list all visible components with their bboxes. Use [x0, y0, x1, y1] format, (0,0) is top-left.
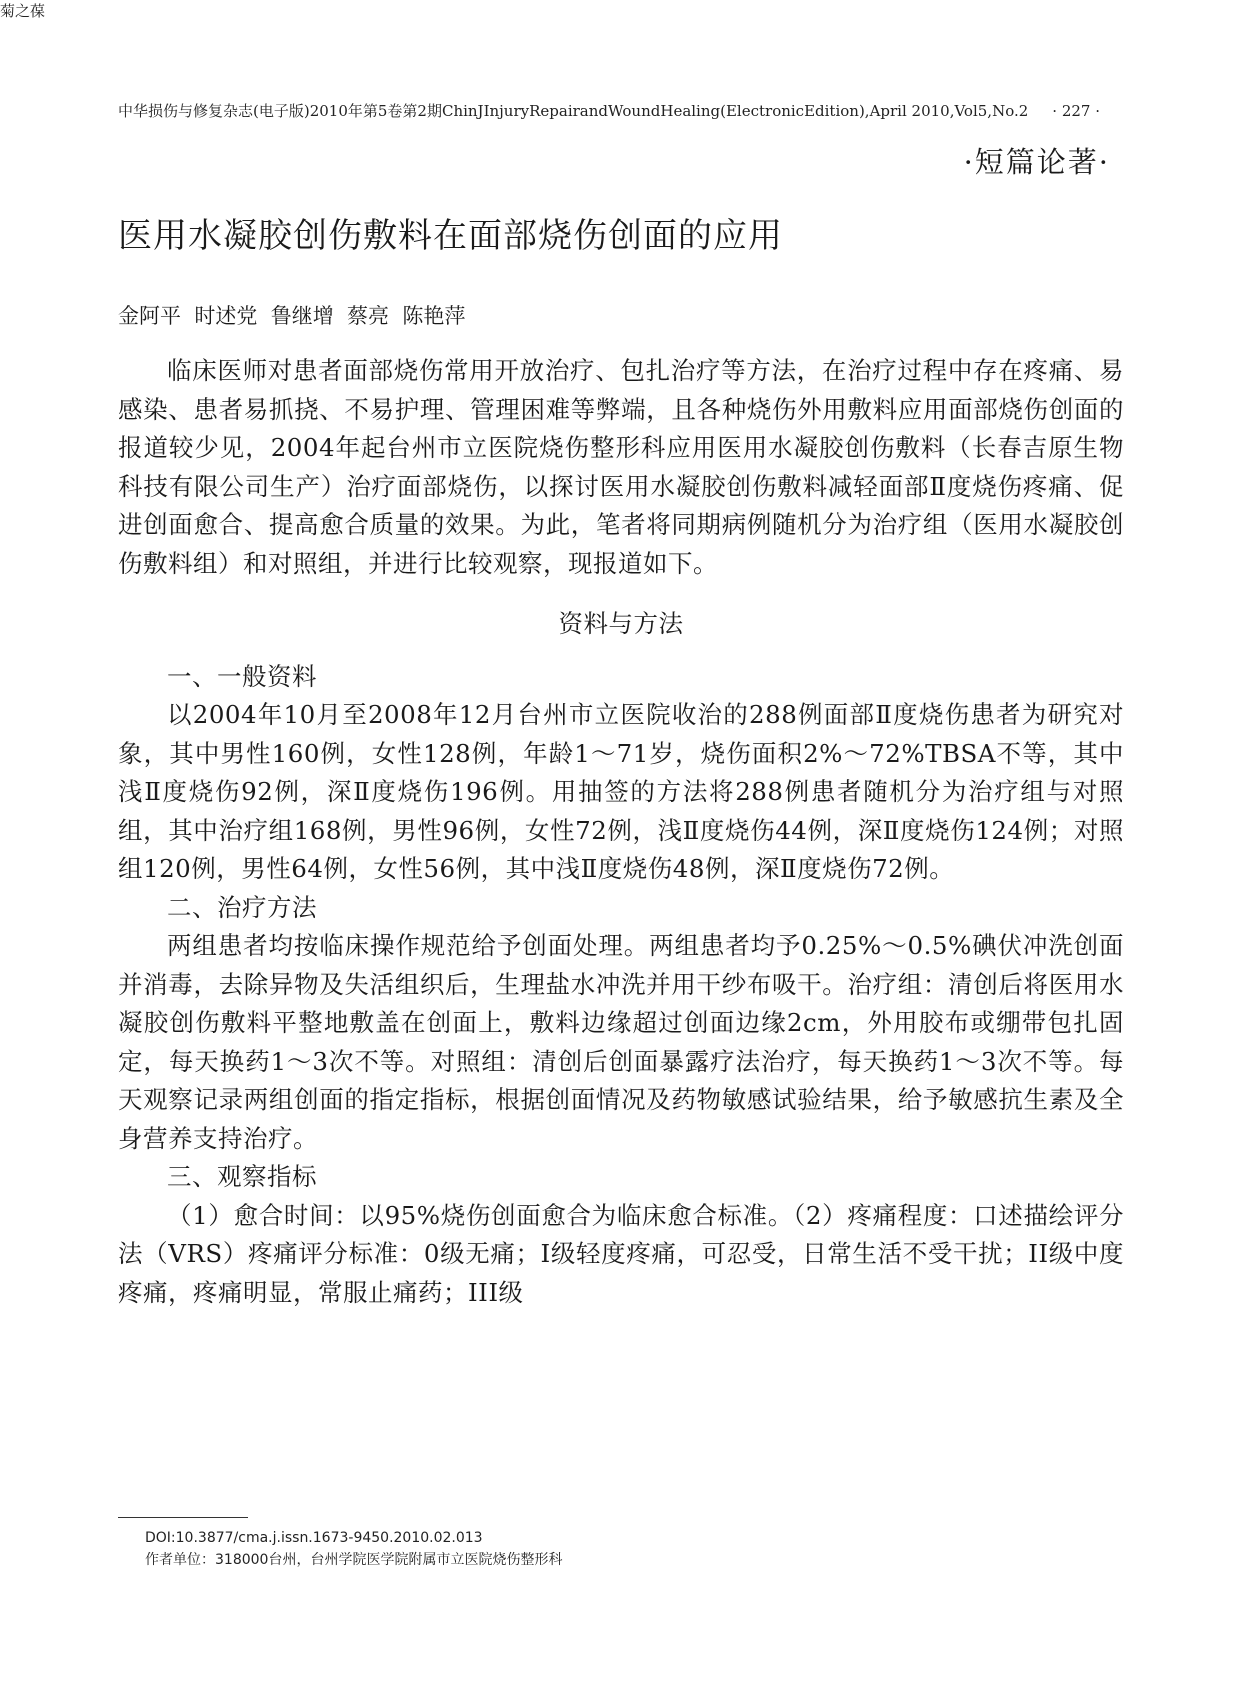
subsection-text-general: 以2004年10月至2008年12月台州市立医院收治的288例面部Ⅱ度烧伤患者为研究对象，其中男性160例，女性128例，年龄1～71岁，烧伤面积2%～72%TBSA不等，其中浅Ⅱ度烧伤92例，深Ⅱ度烧伤196例。用抽签的方法将288例患者随机分为治疗组与对照组，其中治疗组168例，男性96例，女性72例，浅Ⅱ度烧伤44例，深Ⅱ度烧伤124例；对照组120例，男性64例，女性56例，其中浅Ⅱ度烧伤48例，深Ⅱ度烧伤72例。: [118, 700, 1124, 883]
section-tag: ·短篇论著·: [963, 145, 1110, 179]
subsection-heading-treatment: 二、治疗方法: [167, 892, 317, 922]
running-header: [118, 100, 1128, 121]
affiliation-line: 作者单位：318000台州，台州学院医学院附属市立医院烧伤整形科: [145, 1552, 563, 1568]
subsection-text-treatment: 两组患者均按临床操作规范给予创面处理。两组患者均予0.25%～0.5%碘伏冲洗创面并消毒，去除异物及失活组织后，生理盐水冲洗并用干纱布吸干。治疗组：清创后将医用水凝胶创伤敷料平整地敷盖在创面上，敷料边缘超过创面边缘2cm，外用胶布或绷带包扎固定，每天换药1～3次不等。对照组：清创后创面暴露疗法治疗，每天换药1～3次不等。每天观察记录两组创面的指定指标，根据创面情况及药物敏感试验结果，给予敏感抗生素及全身营养支持治疗。: [118, 931, 1124, 1153]
subsection-heading-general: 一、一般资料: [167, 661, 317, 691]
footnote-divider: [118, 1517, 248, 1518]
intro-paragraph: 临床医师对患者面部烧伤常用开放治疗、包扎治疗等方法，在治疗过程中存在疼痛、易感染、患者易抓挠、不易护理、管理困难等弊端，且各种烧伤外用敷料应用面部烧伤创面的报道较少见，2004年起台州市立医院烧伤整形科应用医用水凝胶创伤敷料（长春吉原生物科技有限公司生产）治疗面部烧伤，以探讨医用水凝胶创伤敷料减轻面部Ⅱ度烧伤疼痛、促进创面愈合、提高愈合质量的效果。为此，笔者将同期病例随机分为治疗组（医用水凝胶创伤敷料组）和对照组，并进行比较观察，现报道如下。: [118, 356, 1124, 578]
footnotes: [145, 1527, 562, 1571]
section-heading: 资料与方法: [558, 609, 684, 638]
paper-title: 医用水凝胶创伤敷料在面部烧伤创面的应用: [118, 216, 783, 256]
author-list: 金阿平 时述党 鲁继增 蔡亮 陈艳萍: [118, 304, 466, 328]
article-body: [118, 352, 1124, 1312]
subsection-heading-observation: 三、观察指标: [167, 1162, 317, 1191]
journal-citation: 中华损伤与修复杂志(电子版)2010年第5卷第2期ChinJInjuryRepairandWoundHealing(ElectronicEdition),April 2010,Vol5,No.2: [118, 102, 1029, 120]
page-number: · 227 ·: [1052, 101, 1100, 120]
doi-line: DOI:10.3877/cma.j.issn.1673-9450.2010.02.013: [145, 1530, 483, 1546]
corner-label: 菊之葆: [0, 2, 46, 20]
subsection-text-observation: （1）愈合时间：以95%烧伤创面愈合为临床愈合标准。（2）疼痛程度：口述描绘评分法（VRS）疼痛评分标准：0级无痛；I级轻度疼痛，可忍受，日常生活不受干扰；II级中度疼痛，疼痛明显，常服止痛药；III级: [118, 1200, 1124, 1307]
